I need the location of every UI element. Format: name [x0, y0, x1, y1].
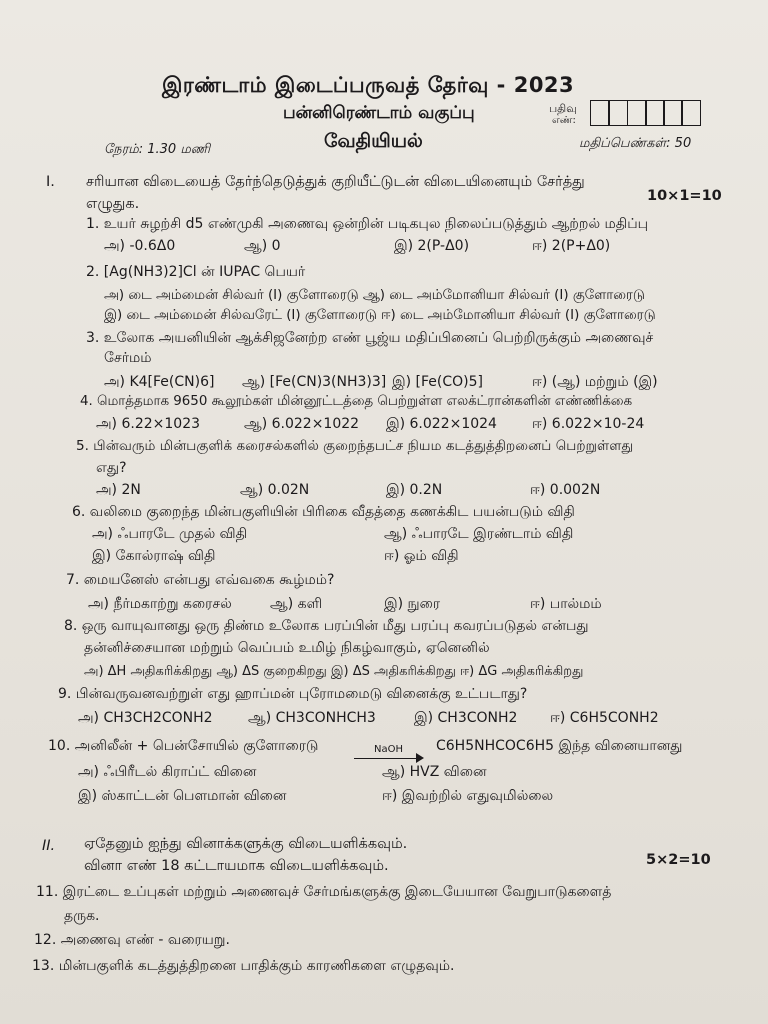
q13-stem: 13. மின்பகுளிக் கடத்துத்திறனை பாதிக்கும் காரணிகளை எழுதவும். [32, 958, 455, 974]
exam-time: நேரம்: 1.30 மணி [104, 142, 211, 157]
q3-option-b: ஆ) [Fe(CN)3(NH3)3] [242, 374, 387, 390]
subject-title: வேதியியல் [324, 130, 423, 152]
register-box [663, 100, 683, 126]
register-label-2: எண்: [552, 115, 576, 126]
q11-stem: 11. இரட்டை உப்புகள் மற்றும் அணைவுச் சேர்மங்களுக்கு இடையேயான வேறுபாடுகளைத் [36, 884, 612, 900]
class-label: பன்னிரெண்டாம் வகுப்பு [283, 103, 475, 123]
q6-stem: 6. வலிமை குறைந்த மின்பகுளியின் பிரிகை வீதத்தை கணக்கிட பயன்படும் விதி [72, 504, 575, 520]
q9-option-c: இ) CH3CONH2 [414, 710, 518, 726]
q2-stem: 2. [Ag(NH3)2]Cl ன் IUPAC பெயர் [86, 264, 306, 280]
q1-stem: 1. உயர் சுழற்சி d5 எண்முகி அணைவு ஒன்றின் படிகபுல நிலைப்படுத்தும் ஆற்றல் மதிப்பு [86, 216, 649, 232]
q5-stem: 5. பின்வரும் மின்பகுளிக் கரைசல்களில் குறைந்தபட்ச நியம கடத்துத்திறனைப் பெற்றுள்ளது [76, 438, 634, 454]
q9-option-a: அ) CH3CH2CONH2 [78, 710, 213, 726]
part1-instruction: சரியான விடையைத் தேர்ந்தெடுத்துக் குறியீட்டுடன் விடையினையும் சேர்த்து [86, 174, 585, 190]
q5-option-d: ஈ) 0.002N [530, 482, 601, 498]
q10-stem-product: C6H5NHCOC6H5 இந்த வினையானது [436, 738, 683, 754]
q1-option-d: ஈ) 2(P+Δ0) [532, 238, 611, 254]
q6-option-d: ஈ) ஓம் விதி [384, 548, 459, 564]
part1-marks: 10×1=10 [647, 188, 722, 204]
q3-option-c: இ) [Fe(CO)5] [392, 374, 483, 390]
q7-option-d: ஈ) பால்மம் [530, 596, 602, 612]
part2-marks: 5×2=10 [646, 852, 711, 868]
q5-option-a: அ) 2N [96, 482, 141, 498]
q7-option-a: அ) நீர்மகாற்று கரைசல் [88, 596, 232, 612]
q10-stem: 10. அனிலீன் + பென்சோயில் குளோரைடு [48, 738, 319, 754]
q7-option-c: இ) நுரை [384, 596, 441, 612]
q5-option-b: ஆ) 0.02N [240, 482, 310, 498]
register-box [681, 100, 701, 126]
q10-option-d: ஈ) இவற்றில் எதுவுமில்லை [382, 788, 554, 804]
q7-option-b: ஆ) களி [270, 596, 323, 612]
register-box [608, 100, 628, 126]
q11-stem-cont: தருக. [64, 908, 100, 924]
q1-option-a: அ) -0.6Δ0 [104, 238, 176, 254]
q2-options-line2: இ) டை அம்மைன் சில்வரேட் (I) குளோரைடு ஈ) டை அம்மோனியா சில்வர் (I) குளோரைடு [104, 308, 656, 323]
part1-number: I. [46, 174, 55, 190]
q9-option-b: ஆ) CH3CONHCH3 [248, 710, 376, 726]
q4-option-d: ஈ) 6.022×10-24 [532, 416, 645, 432]
register-number-boxes [592, 100, 701, 126]
q9-option-d: ஈ) C6H5CONH2 [550, 710, 659, 726]
q3-stem-cont: சேர்மம் [104, 350, 152, 366]
total-marks: மதிப்பெண்கள்: 50 [579, 136, 692, 151]
q8-stem: 8. ஒரு வாயுவானது ஒரு திண்ம உலோக பரப்பின் மீது பரப்பு கவரப்படுதல் என்பது [64, 618, 589, 634]
q3-stem: 3. உலோக அயனியின் ஆக்சிஜனேற்ற எண் பூஜ்ய மதிப்பினைப் பெற்றிருக்கும் அணைவுச் [86, 330, 654, 346]
part1-instruction-cont: எழுதுக. [86, 196, 140, 212]
register-box [645, 100, 665, 126]
q8-options: அ) ΔH அதிகரிக்கிறது ஆ) ΔS குறைகிறது இ) ΔS அதிகரிக்கிறது ஈ) ΔG அதிகரிக்கிறது [84, 664, 584, 679]
q5-option-c: இ) 0.2N [386, 482, 443, 498]
q4-option-c: இ) 6.022×1024 [386, 416, 497, 432]
q4-stem: 4. மொத்தமாக 9650 கூலூம்கள் மின்னூட்டத்தை பெற்றுள்ள எலக்ட்ரான்களின் எண்ணிக்கை [80, 394, 633, 409]
q6-option-a: அ) ஃபாரடே முதல் விதி [92, 526, 248, 542]
register-label-1: பதிவு [549, 102, 577, 115]
q3-option-d: ஈ) (ஆ) மற்றும் (இ) [532, 374, 658, 390]
q10-option-a: அ) ஃபிரீடல் கிராப்ட் வினை [78, 764, 257, 780]
q1-option-b: ஆ) 0 [244, 238, 281, 254]
part2-number: II. [42, 838, 56, 854]
q8-stem-cont: தன்னிச்சையான மற்றும் வெப்பம் உமிழ் நிகழ்வாகும், ஏனெனில் [84, 640, 490, 656]
q3-option-a: அ) K4[Fe(CN)6] [104, 374, 215, 390]
q10-option-c: இ) ஸ்காட்டன் பௌமான் வினை [78, 788, 287, 804]
register-box [590, 100, 610, 126]
register-box [627, 100, 647, 126]
q4-option-b: ஆ) 6.022×1022 [244, 416, 360, 432]
part2-instruction-cont: வினா எண் 18 கட்டாயமாக விடையளிக்கவும். [84, 858, 389, 874]
q5-stem-cont: எது? [96, 460, 127, 476]
reaction-condition: NaOH [374, 744, 403, 755]
q1-option-c: இ) 2(P-Δ0) [394, 238, 470, 254]
q10-option-b: ஆ) HVZ வினை [382, 764, 487, 780]
q6-option-c: இ) கோல்ராஷ் விதி [92, 548, 216, 564]
q12-stem: 12. அணைவு எண் - வரையறு. [34, 932, 230, 948]
q9-stem: 9. பின்வருவனவற்றுள் எது ஹாப்மன் புரோமமைடு வினைக்கு உட்படாது? [58, 686, 528, 702]
part2-instruction: ஏதேனும் ஐந்து வினாக்களுக்கு விடையளிக்கவும். [84, 836, 408, 852]
q6-option-b: ஆ) ஃபாரடே இரண்டாம் விதி [384, 526, 574, 542]
q4-option-a: அ) 6.22×1023 [96, 416, 201, 432]
exam-title: இரண்டாம் இடைப்பருவத் தேர்வு - 2023 [162, 73, 575, 97]
q2-options-line1: அ) டை அம்மைன் சில்வர் (I) குளோரைடு ஆ) டை அம்மோனியா சில்வர் (I) குளோரைடு [104, 288, 645, 303]
q7-stem: 7. மையனேஸ் என்பது எவ்வகை கூழ்மம்? [66, 572, 335, 588]
